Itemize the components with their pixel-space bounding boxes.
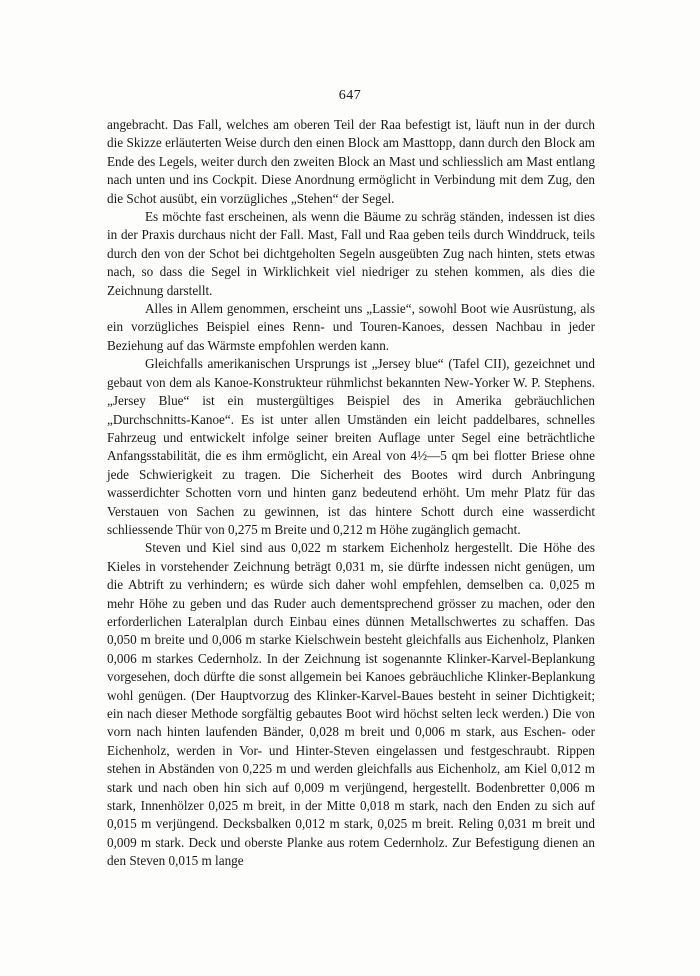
paragraph-1: angebracht. Das Fall, welches am oberen Teil der Raa befestigt ist, läuft nun in der durch die Skizze erläuterten Weise durch den einen Block am Masttopp, dann durch den Block am Ende des Legels, weiter durch den zweiten Block an Mast und schliesslich am Mast entlang nach unten und ins Cockpit. Diese Anordnung ermöglicht in Verbindung mit dem Zug, den die Schot ausübt, ein vorzügliches „Stehen“ der Segel.: [107, 117, 595, 206]
paragraph-4: Gleichfalls amerikanischen Ursprungs ist „Jersey blue“ (Tafel CII), gezeichnet und gebaut von dem als Kanoe-Konstrukteur rühmlichst bekannten New-Yorker W. P. Stephens. „Jersey Blue“ ist ein mustergültiges Beispiel des in Amerika gebräuchlichen „Durchschnitts-Kanoe“. Es ist unter allen Umständen ein leicht paddelbares, schnelles Fahrzeug und entwickelt infolge seiner breiten Auflage unter Segel eine beträchtliche Anfangsstabilität, die es ihm ermöglicht, ein Areal von 4½—5 qm bei flotter Briese ohne jede Schwierigkeit zu tragen. Die Sicherheit des Bootes wird durch Anbringung wasserdichter Schotten vorn und hinten ganz bedeutend erhöht. Um mehr Platz für das Verstauen von Sachen zu gewinnen, ist das hintere Schott durch eine wasserdicht schliessende Thür von 0,275 m Breite und 0,212 m Höhe zugänglich gemacht.: [107, 356, 595, 537]
page-number: 647: [338, 88, 362, 103]
body-text: [107, 116, 595, 871]
paragraph-3: Alles in Allem genommen, erscheint uns „Lassie“, sowohl Boot wie Ausrüstung, als ein vorzügliches Beispiel eines Renn- und Touren-Kanoes, dessen Nachbau in jeder Beziehung auf das Wärmste empfohlen werden kann.: [107, 301, 595, 353]
paragraph-5: Steven und Kiel sind aus 0,022 m starkem Eichenholz hergestellt. Die Höhe des Kieles in vorstehender Zeichnung beträgt 0,031 m, sie dürfte indessen nicht genügen, um die Abtrift zu verhindern; es würde sich daher wohl empfehlen, demselben ca. 0,025 m mehr Höhe zu geben und das Ruder auch dementsprechend grösser zu machen, oder den erforderlichen Lateralplan durch Einbau eines dünnen Metallschwertes zu schaffen. Das 0,050 m breite und 0,006 m starke Kielschwein besteht gleichfalls aus Eichenholz, Planken 0,006 m starkes Cedernholz. In der Zeichnung ist sogenannte Klinker-Karvel-Beplankung vorgesehen, doch dürfte die sonst allgemein bei Kanoes gebräuchliche Klinker-Beplankung wohl genügen. (Der Hauptvorzug des Klinker-Karvel-Baues besteht in seiner Dichtigkeit; ein nach dieser Methode sorgfältig gebautes Boot wird höchst selten leck werden.) Die von vorn nach hinten laufenden Bänder, 0,028 m breit und 0,006 m stark, aus Eschen- oder Eichenholz, werden in Vor- und Hinter-Steven eingelassen und festgeschraubt. Rippen stehen in Abständen von 0,225 m und werden gleichfalls aus Eichenholz, am Kiel 0,012 m stark und nach oben hin sich auf 0,009 m verjüngend, hergestellt. Bodenbretter 0,006 m stark, Innenhölzer 0,025 m breit, in der Mitte 0,018 m stark, nach den Enden zu sich auf 0,015 m verjüngend. Decksbalken 0,012 m stark, 0,025 m breit. Reling 0,031 m breit und 0,009 m stark. Deck und oberste Planke aus rotem Cedernholz. Zur Befestigung dienen an den Steven 0,015 m lange: [107, 540, 595, 869]
paragraph-2: Es möchte fast erscheinen, als wenn die Bäume zu schräg ständen, indessen ist dies in der Praxis durchaus nicht der Fall. Mast, Fall und Raa geben teils durch Winddruck, teils durch den von der Schot bei dichtgeholten Segeln ausgeübten Zug nach hinten, stets etwas nach, so dass die Segel in Wirklichkeit viel niedriger zu stehen kommen, als dies die Zeichnung darstellt.: [107, 209, 595, 298]
